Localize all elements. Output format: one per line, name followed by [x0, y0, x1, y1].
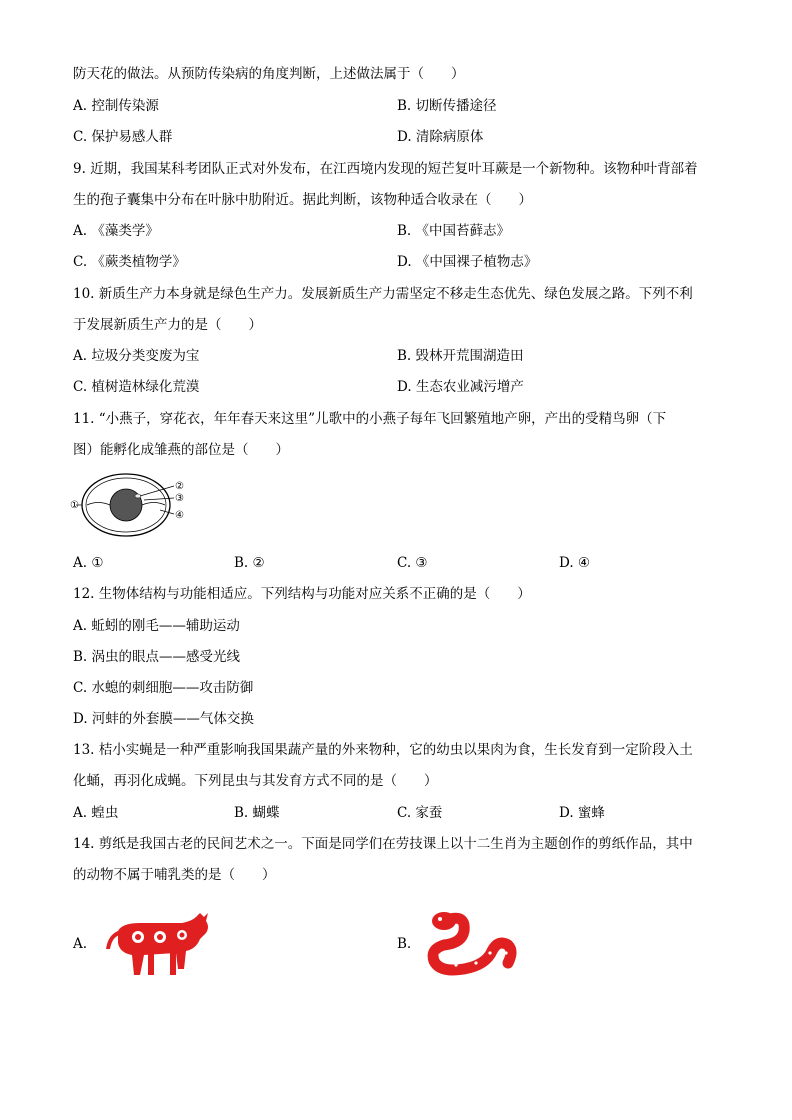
q14-stem-line1: 14. 剪纸是我国古老的民间艺术之一。下面是同学们在劳技课上以十二生肖为主题创作的剪纸作品，其中 [73, 836, 693, 852]
q10-option-c: C. 植树造林绿化荒漠 [73, 379, 200, 395]
q9-option-c: C. 《蕨类植物学》 [73, 254, 186, 270]
q13-stem-line2: 化蛹，再羽化成蝇。下列昆虫与其发育方式不同的是（ ） [73, 773, 438, 789]
q8-option-d: D. 清除病原体 [397, 129, 484, 145]
q9-stem-line2: 生的孢子囊集中分布在叶脉中肋附近。据此判断，该物种适合收录在（ ） [73, 192, 532, 208]
q9-option-b: B. 《中国苔藓志》 [397, 223, 511, 239]
egg-label-1: ① [70, 500, 79, 511]
q13-stem-line1: 13. 桔小实蝇是一种严重影响我国果蔬产量的外来物种，它的幼虫以果肉为食，生长发育到一定阶段入土 [73, 742, 693, 758]
q11-option-a: A. ① [73, 555, 104, 571]
q11-stem-line2: 图）能孵化成雏燕的部位是（ ） [73, 442, 289, 458]
q11-option-d: D. ④ [559, 555, 591, 571]
q10-option-d: D. 生态农业减污增产 [397, 379, 524, 395]
egg-label-4: ④ [175, 510, 184, 521]
q8-option-b: B. 切断传播途径 [397, 98, 497, 114]
q10-stem-line1: 10. 新质生产力本身就是绿色生产力。发展新质生产力需坚定不移走生态优先、绿色发展之路。下列不利 [73, 286, 693, 302]
q13-option-c: C. 家蚕 [397, 805, 443, 821]
q9-option-a: A. 《藻类学》 [73, 223, 159, 239]
papercut-ox-icon [100, 905, 220, 985]
q11-option-c: C. ③ [397, 555, 428, 571]
q9-stem-line1: 9. 近期，我国某科考团队正式对外发布，在江西境内发现的短芒复叶耳蕨是一个新物种。该物种叶背部着 [73, 161, 698, 177]
q12-option-a: A. 蚯蚓的刚毛——辅助运动 [73, 618, 240, 634]
q14-stem-line2: 的动物不属于哺乳类的是（ ） [73, 867, 276, 883]
papercut-snake-icon [420, 905, 520, 980]
q12-option-d: D. 河蚌的外套膜——气体交换 [73, 711, 254, 727]
q13-option-b: B. 蝴蝶 [234, 805, 280, 821]
q8-option-c: C. 保护易感人群 [73, 129, 173, 145]
q14-option-a: A. [73, 936, 88, 952]
egg-label-2: ② [175, 481, 184, 492]
q10-option-b: B. 毁林开荒围湖造田 [397, 348, 524, 364]
q14-option-b: B. [397, 936, 412, 952]
q11-option-b: B. ② [234, 555, 265, 571]
q8-stem: 防天花的做法。从预防传染病的角度判断，上述做法属于（ ） [73, 66, 465, 82]
q9-option-d: D. 《中国裸子植物志》 [397, 254, 538, 270]
q8-option-a: A. 控制传染源 [73, 98, 159, 114]
q13-option-a: A. 蝗虫 [73, 805, 119, 821]
q11-stem-line1: 11. “小燕子，穿花衣，年年春天来这里”儿歌中的小燕子每年飞回繁殖地产卵，产出的受精鸟卵（下 [73, 411, 667, 427]
q10-option-a: A. 垃圾分类变废为宝 [73, 348, 200, 364]
q10-stem-line2: 于发展新质生产力的是（ ） [73, 317, 262, 333]
q12-stem: 12. 生物体结构与功能相适应。下列结构与功能对应关系不正确的是（ ） [73, 586, 531, 602]
egg-label-3: ③ [175, 493, 184, 504]
q12-option-b: B. 涡虫的眼点——感受光线 [73, 649, 241, 665]
q13-option-d: D. 蜜蜂 [559, 805, 605, 821]
q12-option-c: C. 水螅的刺细胞——攻击防御 [73, 680, 254, 696]
